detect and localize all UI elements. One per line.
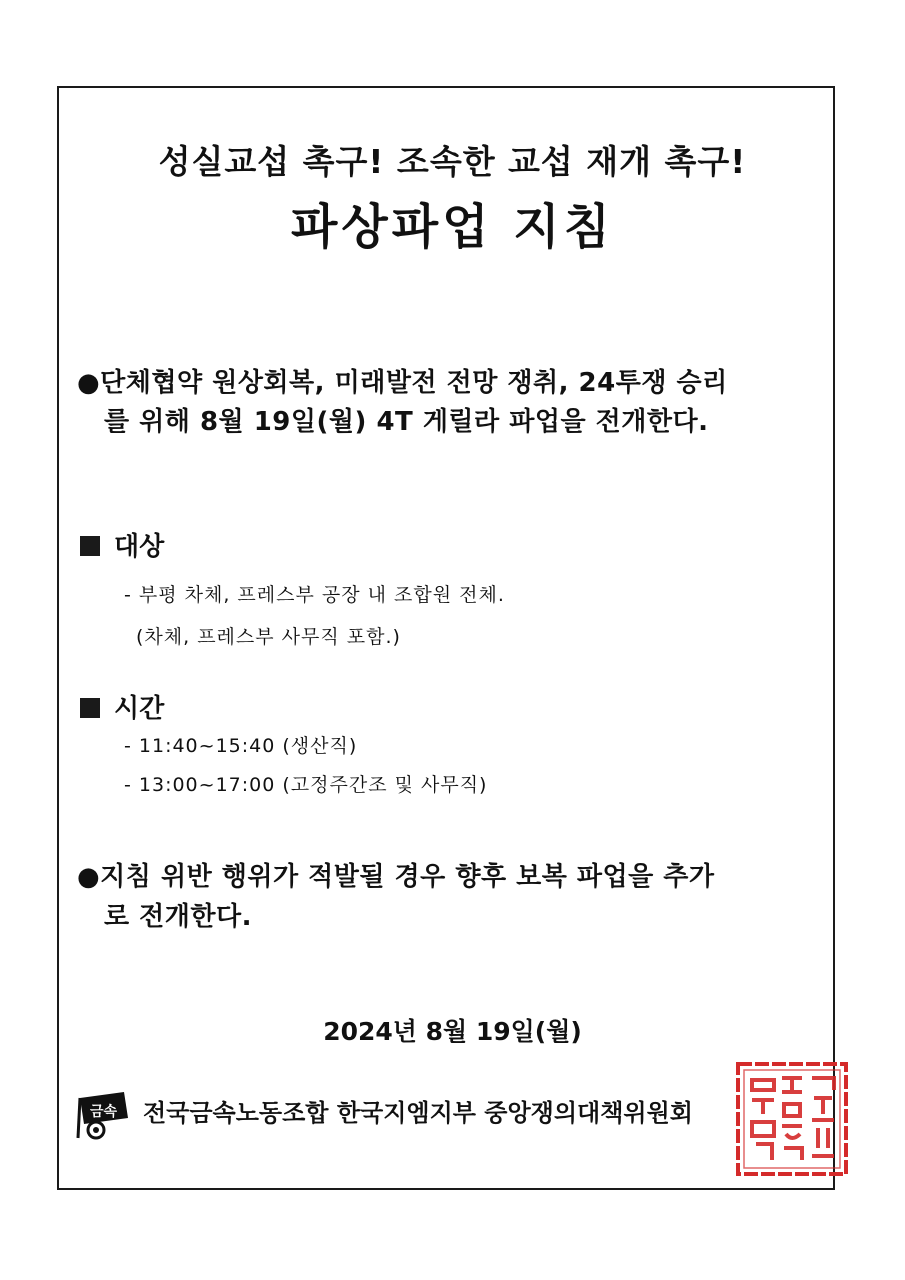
page-title: 파상파업 지침 xyxy=(291,199,614,255)
red-seal-stamp-icon xyxy=(734,1060,850,1178)
union-logo-icon xyxy=(74,1088,130,1140)
target-item-2: (차체, 프레스부 사무직 포함.) xyxy=(136,626,401,648)
section-time-label: 시간 xyxy=(114,694,165,724)
section-time-heading xyxy=(80,688,164,725)
paragraph-2-line-2: 로 전개한다. xyxy=(104,902,253,932)
organization-name: 전국금속노동조합 한국지엠지부 중앙쟁의대책위원회 xyxy=(143,1099,693,1127)
section-target-heading xyxy=(80,526,164,563)
paragraph-1-line-2: 를 위해 8월 19일(월) 4T 게릴라 파업을 전개한다. xyxy=(104,407,709,437)
section-target-label: 대상 xyxy=(114,532,165,562)
slogan-heading: 성실교섭 촉구! 조속한 교섭 재개 촉구! xyxy=(158,142,747,181)
square-bullet-icon xyxy=(80,536,100,556)
svg-text:금속: 금속 xyxy=(90,1104,118,1120)
square-bullet-icon xyxy=(80,698,100,718)
target-item-1: - 부평 차체, 프레스부 공장 내 조합원 전체. xyxy=(124,584,505,606)
time-item-1: - 11:40~15:40 (생산직) xyxy=(124,735,358,757)
paragraph-2-line-1: ●지침 위반 행위가 적발될 경우 향후 보복 파업을 추가 xyxy=(77,862,715,892)
paragraph-1-line-1: ●단체협약 원상회복, 미래발전 전망 쟁취, 24투쟁 승리 xyxy=(77,368,728,398)
issue-date: 2024년 8월 19일(월) xyxy=(323,1017,582,1046)
time-item-2: - 13:00~17:00 (고정주간조 및 사무직) xyxy=(124,774,488,796)
